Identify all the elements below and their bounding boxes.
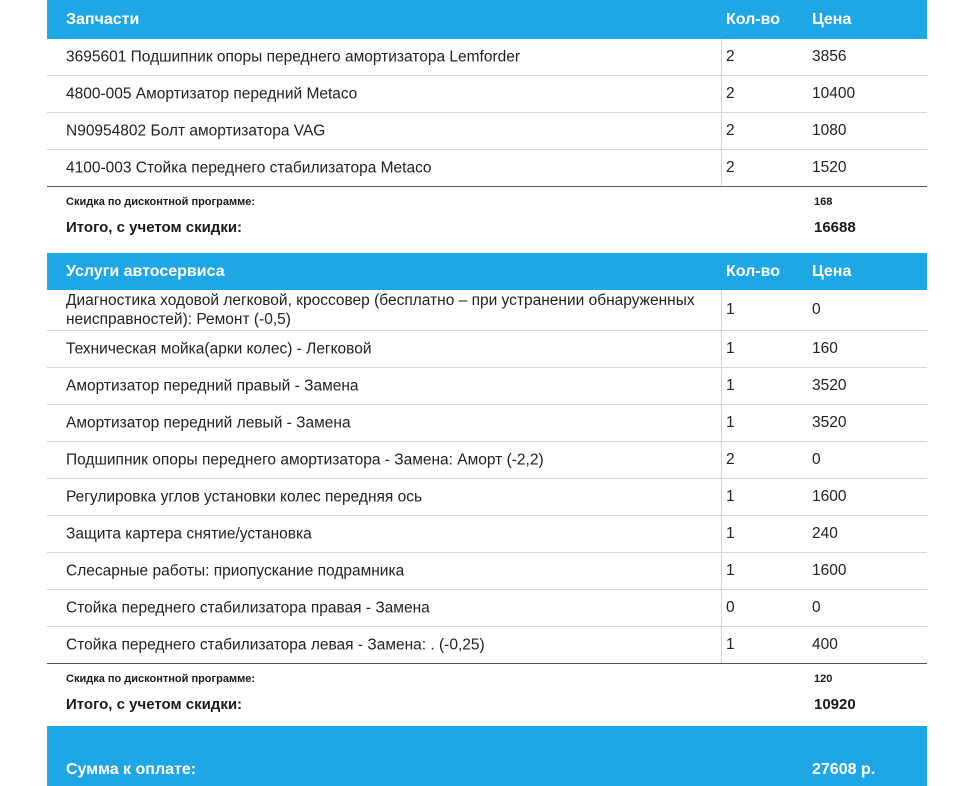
item-name: 4800-005 Амортизатор передний Metaco bbox=[66, 85, 358, 103]
item-price: 160 bbox=[812, 340, 838, 357]
table-row bbox=[47, 39, 927, 76]
item-name: Диагностика ходовой легковой, кроссовер (бесплатно – при устранении обнаруженных неисправностей): Ремонт (-0,5) bbox=[66, 292, 695, 328]
invoice bbox=[47, 0, 927, 724]
item-name: Стойка переднего стабилизатора левая - Замена: . (-0,25) bbox=[66, 636, 485, 654]
services-total-label: Итого, с учетом скидки: bbox=[66, 696, 243, 713]
services-summary bbox=[47, 664, 927, 724]
item-qty: 2 bbox=[726, 451, 735, 468]
item-qty: 1 bbox=[726, 488, 735, 505]
item-name: Стойка переднего стабилизатора правая - Замена bbox=[66, 599, 430, 617]
table-row bbox=[47, 516, 927, 553]
item-price: 0 bbox=[812, 599, 821, 616]
parts-discount-label: Скидка по дисконтной программе: bbox=[66, 196, 256, 208]
item-name: 4100-003 Стойка переднего стабилизатора Metaco bbox=[66, 159, 432, 177]
table-row bbox=[47, 479, 927, 516]
item-qty: 0 bbox=[726, 599, 735, 616]
payment-total-label: Сумма к оплате: bbox=[66, 761, 197, 778]
item-price: 3856 bbox=[812, 48, 847, 65]
table-row bbox=[47, 405, 927, 442]
payment-total-value: 27608 р. bbox=[812, 761, 876, 778]
parts-total-value: 16688 bbox=[814, 219, 856, 236]
services-discount-label: Скидка по дисконтной программе: bbox=[66, 673, 256, 685]
item-price: 1080 bbox=[812, 122, 847, 139]
parts-header-price: Цена bbox=[812, 10, 852, 28]
item-price: 0 bbox=[812, 451, 821, 468]
item-qty: 1 bbox=[726, 525, 735, 542]
table-row bbox=[47, 590, 927, 627]
item-qty: 1 bbox=[726, 377, 735, 394]
parts-header bbox=[47, 0, 927, 39]
table-row bbox=[47, 290, 927, 331]
item-price: 3520 bbox=[812, 377, 847, 394]
table-row bbox=[47, 113, 927, 150]
item-qty: 2 bbox=[726, 122, 735, 139]
item-qty: 1 bbox=[726, 301, 735, 318]
item-price: 0 bbox=[812, 301, 821, 318]
item-price: 1520 bbox=[812, 159, 847, 176]
item-name: Техническая мойка(арки колес) - Легковой bbox=[66, 340, 372, 358]
item-qty: 1 bbox=[726, 340, 735, 357]
table-row bbox=[47, 368, 927, 405]
item-name: Слесарные работы: приопускание подрамника bbox=[66, 562, 405, 580]
payment-footer bbox=[47, 726, 927, 786]
services-table bbox=[47, 290, 927, 664]
item-price: 240 bbox=[812, 525, 838, 542]
item-price: 3520 bbox=[812, 414, 847, 431]
table-row bbox=[47, 331, 927, 368]
parts-discount-value: 168 bbox=[814, 196, 833, 208]
parts-summary bbox=[47, 187, 927, 253]
item-qty: 2 bbox=[726, 159, 735, 176]
services-header bbox=[47, 253, 927, 290]
table-row bbox=[47, 553, 927, 590]
item-name: 3695601 Подшипник опоры переднего амортизатора Lemforder bbox=[66, 48, 521, 66]
item-price: 10400 bbox=[812, 85, 856, 102]
table-row bbox=[47, 150, 927, 187]
item-price: 1600 bbox=[812, 488, 847, 505]
parts-table bbox=[47, 39, 927, 187]
item-qty: 1 bbox=[726, 414, 735, 431]
item-name: Амортизатор передний правый - Замена bbox=[66, 377, 359, 395]
table-row bbox=[47, 76, 927, 113]
item-price: 1600 bbox=[812, 562, 847, 579]
item-name: Подшипник опоры переднего амортизатора - Замена: Аморт (-2,2) bbox=[66, 451, 544, 469]
item-qty: 2 bbox=[726, 85, 735, 102]
item-qty: 1 bbox=[726, 562, 735, 579]
item-name: Регулировка углов установки колес передняя ось bbox=[66, 488, 423, 506]
table-row bbox=[47, 442, 927, 479]
item-qty: 2 bbox=[726, 48, 735, 65]
services-header-name: Услуги автосервиса bbox=[66, 262, 225, 280]
table-row bbox=[47, 627, 927, 664]
parts-header-qty: Кол-во bbox=[726, 10, 781, 28]
item-price: 400 bbox=[812, 636, 838, 653]
item-qty: 1 bbox=[726, 636, 735, 653]
parts-header-name: Запчасти bbox=[66, 10, 140, 28]
services-total-value: 10920 bbox=[814, 696, 856, 713]
parts-total-label: Итого, с учетом скидки: bbox=[66, 219, 243, 236]
services-header-qty: Кол-во bbox=[726, 262, 781, 280]
services-header-price: Цена bbox=[812, 262, 852, 280]
item-name: Защита картера снятие/установка bbox=[66, 525, 312, 543]
item-name: Амортизатор передний левый - Замена bbox=[66, 414, 351, 432]
services-discount-value: 120 bbox=[814, 673, 833, 685]
item-name: N90954802 Болт амортизатора VAG bbox=[66, 122, 326, 140]
